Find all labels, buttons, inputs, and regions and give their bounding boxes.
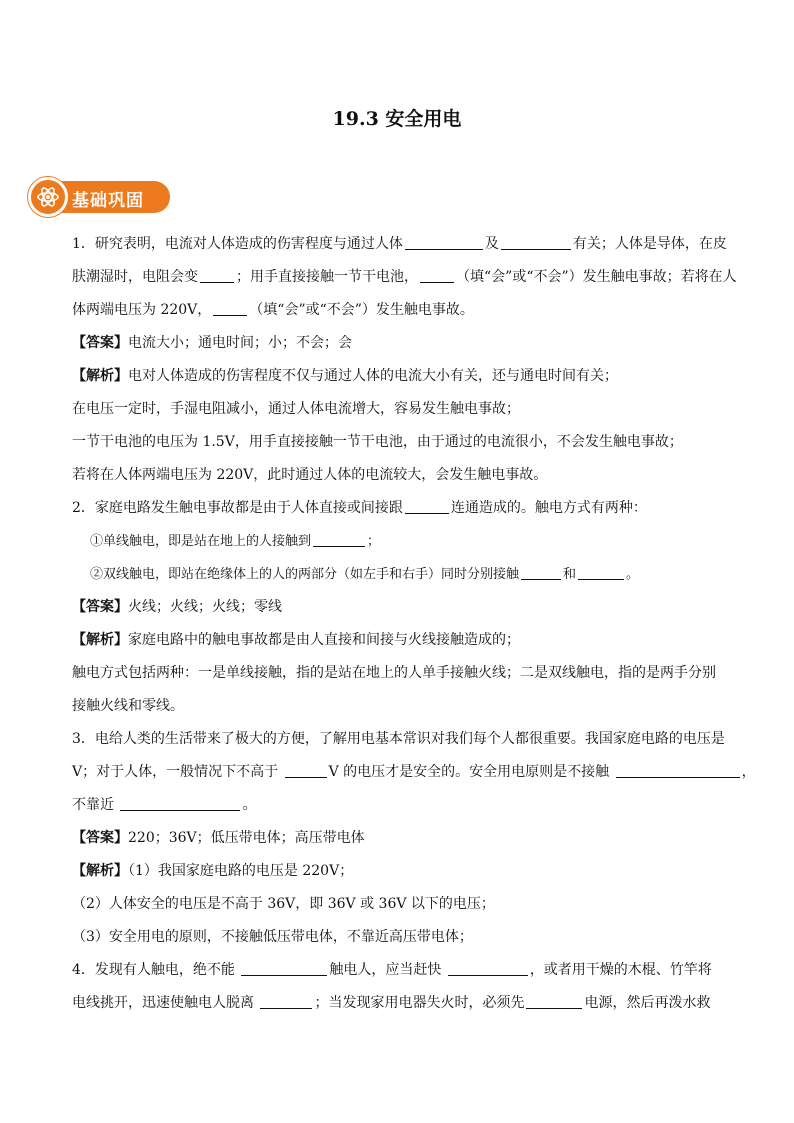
text-segment: ②双线触电，即站在绝缘体上的人的两部分（如左手和右手）同时分别接触	[90, 567, 520, 582]
text-line	[72, 822, 724, 855]
text-line	[72, 261, 737, 294]
answer-blank	[120, 794, 240, 811]
text-segment: （2）人体安全的电压是不高于 36V，即 36V 或 36V 以下的电压；	[72, 896, 495, 912]
label-bracket: 【答案】	[72, 335, 128, 351]
text-segment: 1．研究表明，电流对人体造成的伤害程度与通过人体	[72, 236, 403, 252]
text-line	[72, 591, 724, 624]
text-segment: 2．家庭电路发生触电事故都是由于人体直接或间接跟	[72, 500, 403, 516]
text-segment: 及	[484, 236, 499, 252]
text-segment: 。	[626, 567, 640, 582]
text-line	[72, 327, 724, 360]
text-segment: V；对于人体，一般情况下不高于	[72, 764, 283, 780]
label-bracket: 【解析】	[72, 632, 128, 648]
answer-blank	[405, 497, 449, 514]
text-segment: 电对人体造成的伤害程度不仅与通过人体的电流大小有关，还与通电时间有关；	[128, 368, 618, 384]
text-segment: 。	[242, 797, 257, 813]
text-line	[72, 921, 724, 954]
answer-blank	[241, 959, 327, 976]
section-badge	[28, 177, 170, 217]
label-bracket: 【解析】	[72, 368, 128, 384]
text-segment: V 的电压才是安全的。安全用电原则是不接触	[328, 764, 614, 780]
text-segment: 触电人，应当赶快	[329, 962, 446, 978]
text-segment: ，或者用干燥的木棍、竹竿将	[529, 962, 712, 978]
atom-icon	[28, 177, 68, 217]
text-segment: 一节干电池的电压为 1.5V，用手直接接触一节干电池，由于通过的电流很小，不会发生触电事故；	[72, 434, 683, 450]
text-segment: 接触火线和零线。	[72, 698, 184, 714]
text-line	[72, 657, 724, 690]
answer-blank	[313, 530, 365, 547]
text-segment: 在电压一定时，手湿电阻减小，通过人体电流增大，容易发生触电事故；	[72, 401, 520, 417]
text-segment: 电线挑开，迅速使触电人脱离	[72, 995, 259, 1011]
answer-blank	[405, 233, 483, 250]
text-segment: 火线；火线；火线；零线	[128, 599, 282, 615]
text-segment: 4．发现有人触电，绝不能	[72, 962, 240, 978]
text-segment: 不靠近	[72, 797, 119, 813]
text-line	[72, 954, 724, 987]
text-line	[72, 228, 727, 261]
text-line	[72, 723, 724, 756]
text-line	[72, 426, 724, 459]
text-line	[72, 492, 724, 525]
text-segment: 3．电给人类的生活带来了极大的方便，了解用电基本常识对我们每个人都很重要。我国家庭电路的电压是	[72, 731, 725, 747]
text-line	[72, 360, 724, 393]
text-segment: ；当发现家用电器失火时，必须先	[314, 995, 525, 1011]
text-segment: 220；36V；低压带电体；高压带电体	[128, 830, 365, 846]
text-segment: 有关；人体是导体，在皮	[572, 236, 727, 252]
answer-blank	[213, 299, 247, 316]
answer-blank	[501, 233, 571, 250]
text-segment: ；	[367, 534, 381, 549]
text-segment: ；用手直接接触一节干电池，	[236, 269, 418, 285]
document-body	[72, 228, 756, 1020]
text-segment: （填“会”或“不会”）发生触电事故；若将在人	[456, 269, 737, 285]
answer-blank	[260, 992, 312, 1009]
answer-blank	[521, 563, 561, 580]
page-title: 19.3 安全用电	[332, 108, 462, 130]
text-segment: 家庭电路中的触电事故都是由人直接和间接与火线接触造成的；	[128, 632, 520, 648]
text-line	[72, 789, 724, 822]
text-segment: 电流大小；通电时间；小；不会；会	[128, 335, 352, 351]
text-line	[72, 459, 724, 492]
text-segment: 和	[563, 567, 577, 582]
answer-blank	[285, 761, 327, 778]
answer-blank	[526, 992, 582, 1009]
text-segment: 肤潮湿时，电阻会变	[72, 269, 198, 285]
answer-blank	[616, 761, 740, 778]
answer-blank	[578, 563, 624, 580]
label-bracket: 【解析】	[72, 863, 128, 879]
text-segment: 连通造成的。触电方式有两种：	[450, 500, 647, 516]
text-segment: 电源，然后再泼水救	[584, 995, 711, 1011]
text-line	[72, 855, 724, 888]
text-segment: 若将在人体两端电压为 220V，此时通过人体的电流较大，会发生触电事故。	[72, 467, 548, 483]
text-segment: （填“会”或“不会”）发生触电事故。	[249, 302, 474, 318]
text-line	[72, 987, 724, 1020]
text-line	[72, 756, 756, 789]
text-segment: 触电方式包括两种：一是单线接触，指的是站在地上的人单手接触火线；二是双线触电，指的是两手分别	[72, 665, 716, 681]
text-segment: ①单线触电，即是站在地上的人接触到	[90, 534, 312, 549]
text-line	[72, 393, 724, 426]
text-segment: 体两端电压为 220V，	[72, 302, 212, 318]
answer-blank	[200, 266, 234, 283]
text-line	[72, 888, 724, 921]
label-bracket: 【答案】	[72, 830, 128, 846]
text-segment: ，	[741, 764, 756, 780]
answer-blank	[448, 959, 528, 976]
section-label: 基础巩固	[72, 191, 144, 211]
answer-blank	[420, 266, 454, 283]
text-line	[72, 558, 724, 591]
text-line	[72, 525, 724, 558]
text-segment: （3）安全用电的原则，不接触低压带电体，不靠近高压带电体；	[72, 929, 473, 945]
text-line	[72, 690, 724, 723]
label-bracket: 【答案】	[72, 599, 128, 615]
text-line	[72, 294, 724, 327]
text-line	[72, 624, 724, 657]
text-segment: （1）我国家庭电路的电压是 220V；	[128, 863, 354, 879]
